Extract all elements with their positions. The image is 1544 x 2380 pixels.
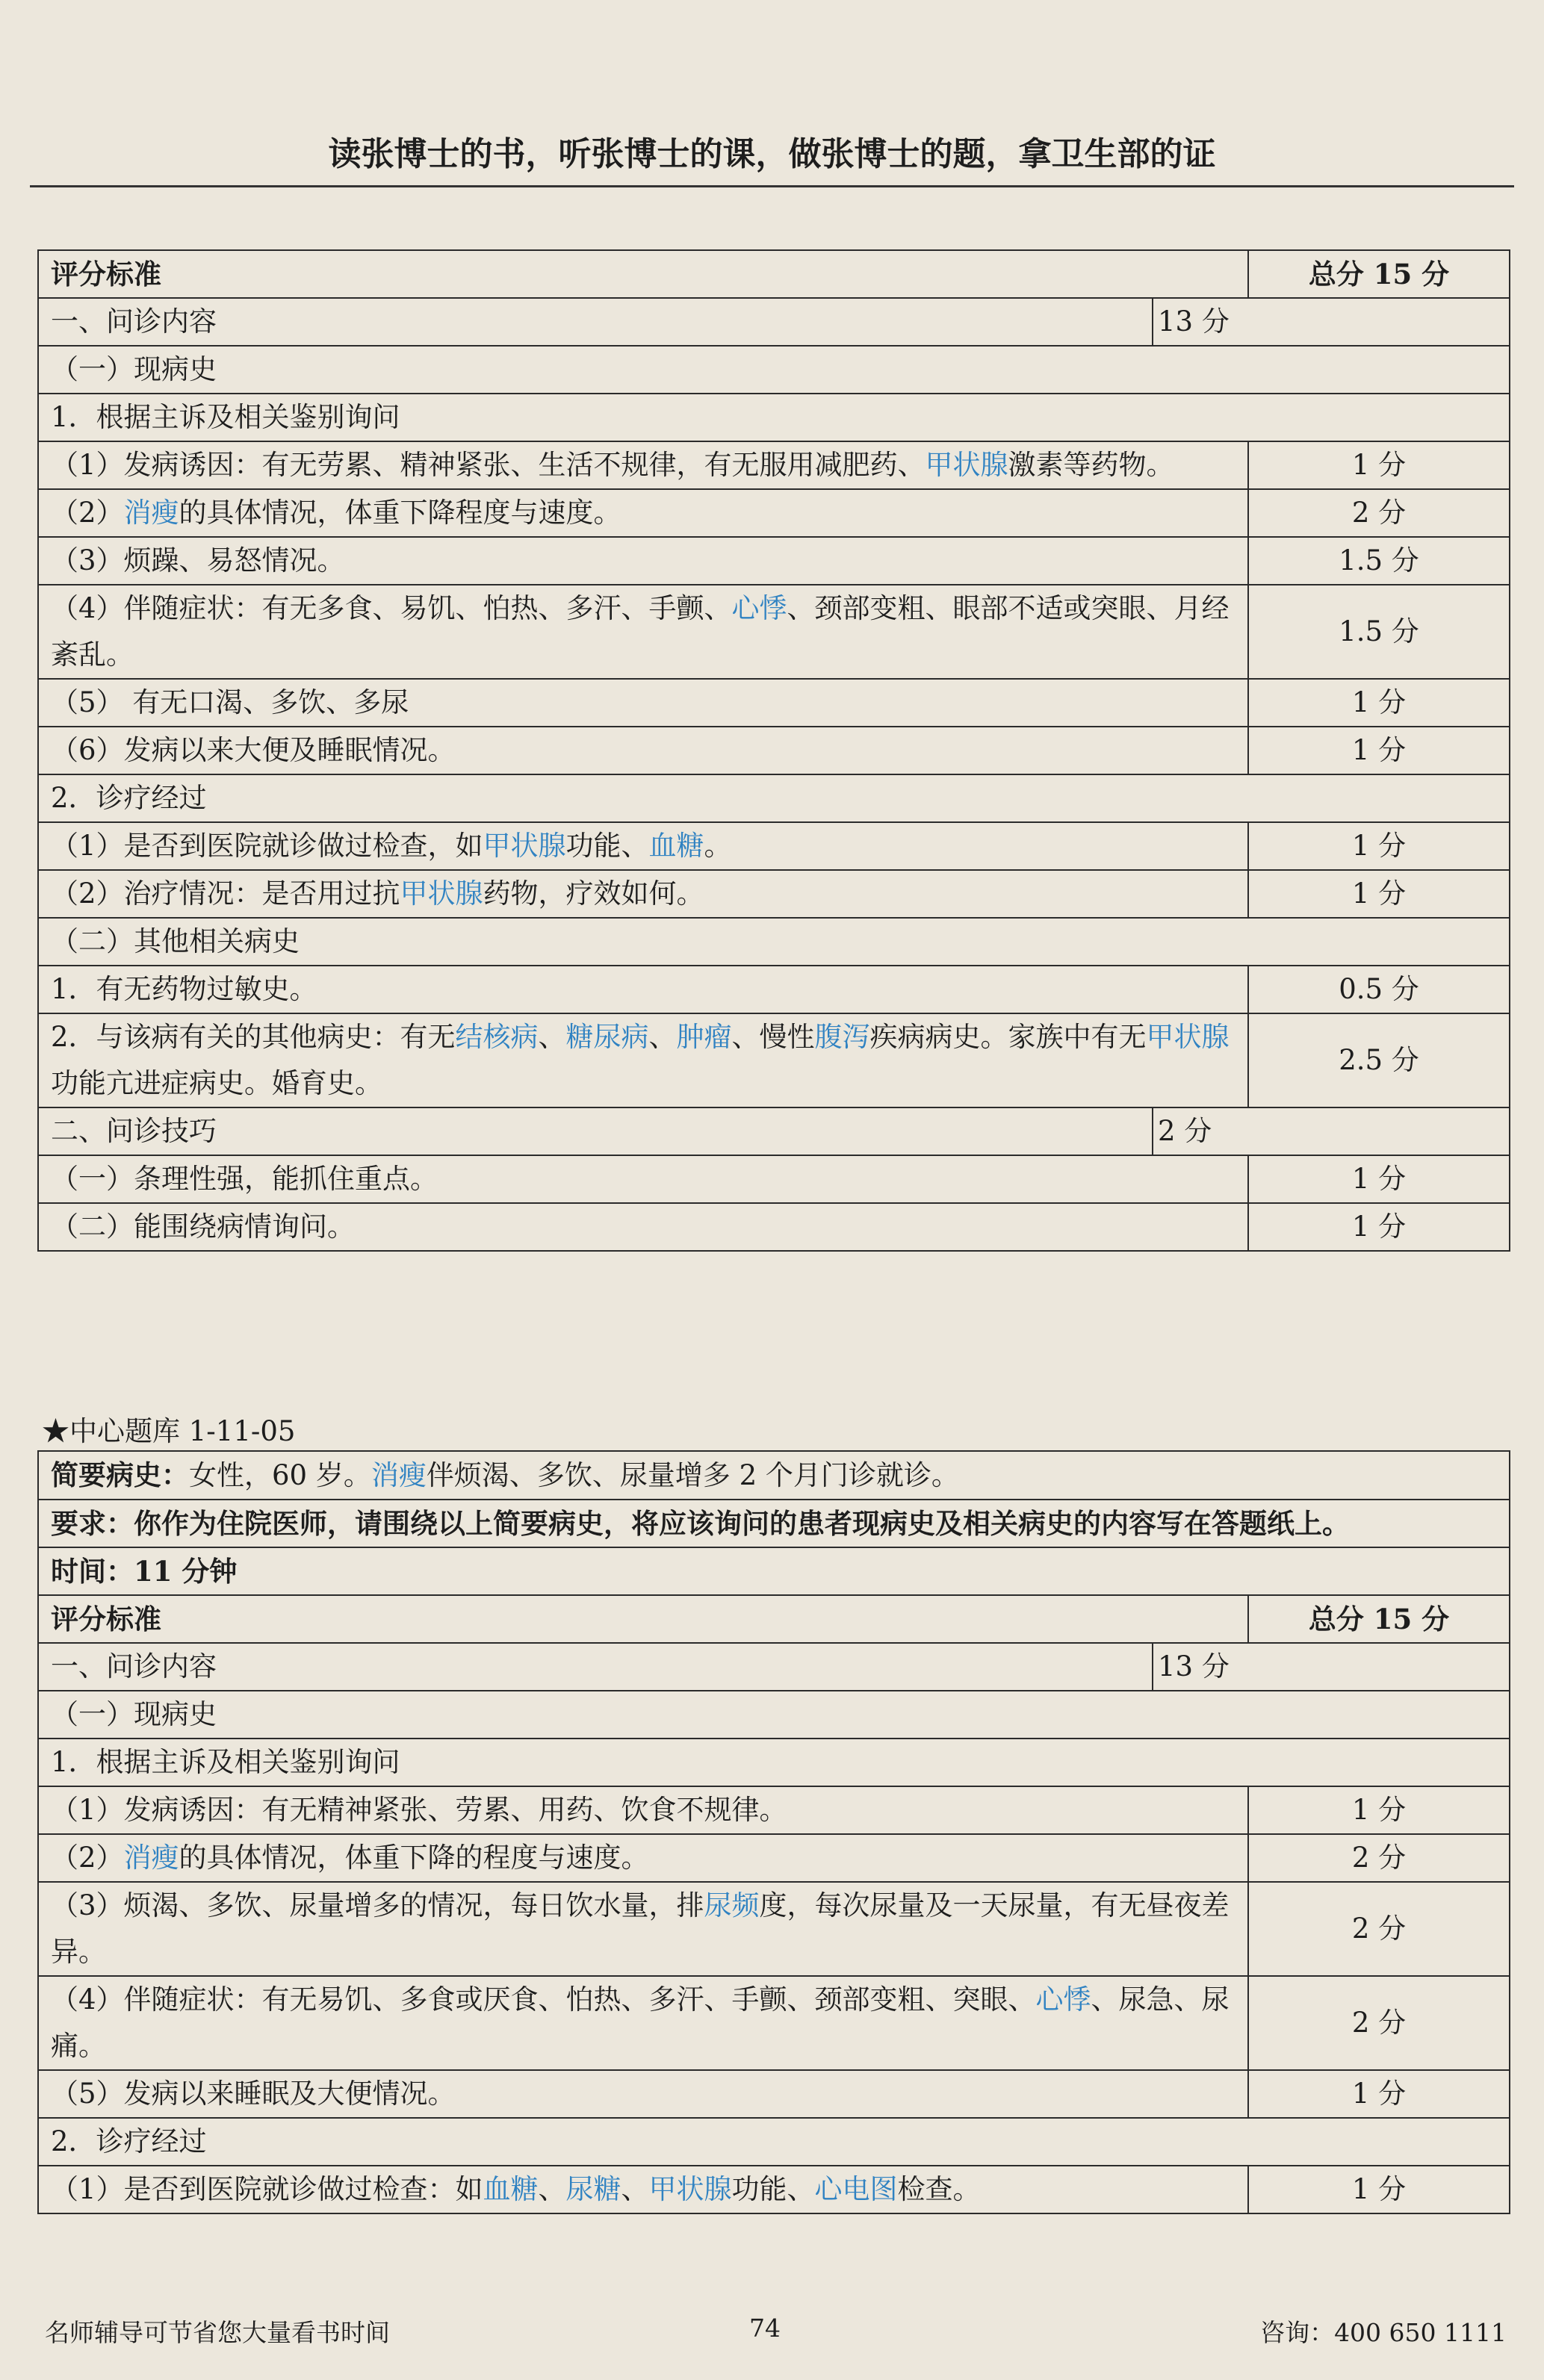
text-span: （4）伴随症状：有无易饥、多食或厌食、怕热、多汗、手颤、颈部变粗、突眼、 bbox=[51, 1983, 1036, 2016]
table-row bbox=[38, 727, 1510, 774]
row-points: 2 分 bbox=[1248, 1976, 1510, 2070]
row-points: 1 分 bbox=[1248, 2070, 1510, 2118]
row-points: 0.5 分 bbox=[1248, 966, 1510, 1013]
highlight-term: 消瘦 bbox=[123, 497, 179, 529]
row-points: 1 分 bbox=[1248, 1155, 1510, 1203]
text-span: 、 bbox=[621, 2173, 649, 2205]
text-span: 度，每次尿量及一天尿量，有无昼夜差异。 bbox=[51, 1889, 1230, 1968]
text-span: （2） bbox=[51, 497, 124, 529]
highlight-term: 甲状腺 bbox=[1146, 1021, 1230, 1053]
row-text: 1．根据主诉及相关鉴别询问 bbox=[38, 394, 1510, 441]
page-header: 读张博士的书，听张博士的课，做张博士的题，拿卫生部的证 bbox=[30, 127, 1514, 187]
table-row bbox=[38, 298, 1510, 346]
text-span: 功能亢进症病史。婚育史。 bbox=[51, 1067, 382, 1099]
table-row bbox=[38, 1155, 1510, 1203]
text-span: 检查。 bbox=[897, 2173, 981, 2205]
text-span: 简要病史： bbox=[51, 1458, 189, 1491]
text-span: 、颈部变粗、眼部不适或突眼、月经紊乱。 bbox=[51, 592, 1230, 671]
text-span: 2．与该病有关的其他病史：有无 bbox=[51, 1021, 456, 1053]
row-subtotal: 2 分 bbox=[1153, 1107, 1510, 1155]
table-row bbox=[38, 679, 1510, 727]
text-span: 、 bbox=[538, 2173, 566, 2205]
text-span: 、 bbox=[648, 1021, 677, 1053]
row-text bbox=[38, 441, 1248, 489]
row-text: （5） 有无口渴、多饮、多尿 bbox=[38, 679, 1248, 727]
row-points: 1 分 bbox=[1248, 2166, 1510, 2213]
row-text: 一、问诊内容 bbox=[38, 298, 1153, 346]
row-points: 1 分 bbox=[1248, 441, 1510, 489]
footer-slogan: 名师辅导可节省您大量看书时间 bbox=[45, 2318, 390, 2347]
question-bank-heading: ★中心题库 1-11-05 bbox=[42, 1415, 296, 1447]
row-text: （1）发病诱因：有无精神紧张、劳累、用药、饮食不规律。 bbox=[38, 1786, 1248, 1834]
highlight-term: 尿频 bbox=[704, 1889, 760, 1921]
row-text: （一）条理性强，能抓住重点。 bbox=[38, 1155, 1248, 1203]
highlight-term: 甲状腺 bbox=[925, 449, 1008, 481]
scoring-table-1 bbox=[37, 249, 1510, 1252]
header-left: 评分标准 bbox=[38, 250, 1248, 298]
table-row bbox=[38, 1203, 1510, 1251]
time-row bbox=[38, 1547, 1510, 1595]
row-text: （5）发病以来睡眠及大便情况。 bbox=[38, 2070, 1248, 2118]
table-row bbox=[38, 966, 1510, 1013]
page-number: 74 bbox=[749, 2314, 781, 2343]
row-points: 1 分 bbox=[1248, 822, 1510, 870]
text-span: 疾病病史。家族中有无 bbox=[869, 1021, 1147, 1053]
row-points: 2 分 bbox=[1248, 1834, 1510, 1882]
highlight-term: 心悸 bbox=[731, 592, 787, 624]
row-text: （二）能围绕病情询问。 bbox=[38, 1203, 1248, 1251]
row-text: （6）发病以来大便及睡眠情况。 bbox=[38, 727, 1248, 774]
row-points: 1 分 bbox=[1248, 1786, 1510, 1834]
text-span: 伴烦渴、多饮、尿量增多 2 个月门诊就诊。 bbox=[426, 1459, 959, 1491]
summary-row bbox=[38, 1451, 1510, 1500]
highlight-term: 甲状腺 bbox=[400, 877, 483, 910]
table-row bbox=[38, 774, 1510, 822]
table-row bbox=[38, 1882, 1510, 1976]
row-points: 1.5 分 bbox=[1248, 585, 1510, 679]
row-text: 一、问诊内容 bbox=[38, 1643, 1153, 1691]
row-text bbox=[38, 822, 1248, 870]
table-row bbox=[38, 1691, 1510, 1739]
row-text bbox=[38, 2166, 1248, 2213]
row-text bbox=[38, 585, 1248, 679]
row-points: 1 分 bbox=[1248, 727, 1510, 774]
table-row bbox=[38, 918, 1510, 966]
text-span: 、慢性 bbox=[731, 1021, 815, 1053]
text-span: （2）治疗情况：是否用过抗 bbox=[51, 877, 400, 910]
table-header-row bbox=[38, 1595, 1510, 1643]
footer-contact: 咨询：400 650 1111 bbox=[1260, 2318, 1507, 2347]
highlight-term: 糖尿病 bbox=[565, 1021, 649, 1053]
row-text: （3）烦躁、易怒情况。 bbox=[38, 537, 1248, 585]
table-row bbox=[38, 1643, 1510, 1691]
header-left: 评分标准 bbox=[38, 1595, 1248, 1643]
row-text bbox=[38, 1976, 1248, 2070]
header-total: 总分 15 分 bbox=[1248, 250, 1510, 298]
highlight-term: 腹泻 bbox=[814, 1021, 870, 1053]
table-row bbox=[38, 2166, 1510, 2213]
highlight-term: 结核病 bbox=[455, 1021, 539, 1053]
table-row bbox=[38, 537, 1510, 585]
text-span: 激素等药物。 bbox=[1008, 449, 1174, 481]
row-points: 1 分 bbox=[1248, 1203, 1510, 1251]
table-row bbox=[38, 1834, 1510, 1882]
table-row bbox=[38, 489, 1510, 537]
row-points: 1.5 分 bbox=[1248, 537, 1510, 585]
row-text bbox=[38, 1834, 1248, 1882]
table-row bbox=[38, 1786, 1510, 1834]
requirement-text: 要求：你作为住院医师，请围绕以上简要病史，将应该询问的患者现病史及相关病史的内容写在答题纸上。 bbox=[38, 1500, 1510, 1547]
text-span: （1）是否到医院就诊做过检查，如 bbox=[51, 830, 483, 862]
row-text bbox=[38, 489, 1248, 537]
highlight-term: 甲状腺 bbox=[648, 2173, 732, 2205]
text-span: 、尿急、尿痛。 bbox=[51, 1983, 1230, 2062]
row-text: 1．根据主诉及相关鉴别询问 bbox=[38, 1739, 1510, 1786]
highlight-term: 心悸 bbox=[1035, 1983, 1091, 2016]
row-points: 2 分 bbox=[1248, 489, 1510, 537]
text-span: 的具体情况，体重下降程度与速度。 bbox=[179, 497, 621, 529]
row-text: 1．有无药物过敏史。 bbox=[38, 966, 1248, 1013]
table-row bbox=[38, 1013, 1510, 1107]
row-text bbox=[38, 870, 1248, 918]
table-header-row bbox=[38, 250, 1510, 298]
highlight-term: 肿瘤 bbox=[676, 1021, 732, 1053]
text-span: 功能、 bbox=[565, 830, 649, 862]
row-text: 二、问诊技巧 bbox=[38, 1107, 1153, 1155]
row-text bbox=[38, 1882, 1248, 1976]
highlight-term: 血糖 bbox=[648, 830, 704, 862]
text-span: 药物，疗效如何。 bbox=[483, 877, 704, 910]
highlight-term: 尿糖 bbox=[565, 2173, 621, 2205]
time-limit: 时间：11 分钟 bbox=[38, 1547, 1510, 1595]
row-text: 2．诊疗经过 bbox=[38, 774, 1510, 822]
table-row bbox=[38, 346, 1510, 394]
text-span: （1）是否到医院就诊做过检查：如 bbox=[51, 2173, 483, 2205]
row-subtotal: 13 分 bbox=[1153, 298, 1510, 346]
highlight-term: 血糖 bbox=[483, 2173, 539, 2205]
header-total: 总分 15 分 bbox=[1248, 1595, 1510, 1643]
text-span: 的具体情况，体重下降的程度与速度。 bbox=[179, 1842, 649, 1874]
table-row bbox=[38, 1739, 1510, 1786]
highlight-term: 消瘦 bbox=[371, 1459, 427, 1491]
text-span: （3）烦渴、多饮、尿量增多的情况，每日饮水量，排 bbox=[51, 1889, 704, 1921]
row-points: 1 分 bbox=[1248, 870, 1510, 918]
brief-history bbox=[38, 1451, 1510, 1500]
table-row bbox=[38, 1976, 1510, 2070]
row-text: （一）现病史 bbox=[38, 1691, 1510, 1739]
row-text bbox=[38, 1013, 1248, 1107]
requirement-row bbox=[38, 1500, 1510, 1547]
text-span: 女性，60 岁。 bbox=[189, 1459, 371, 1491]
text-span: 。 bbox=[704, 830, 732, 862]
highlight-term: 心电图 bbox=[814, 2173, 898, 2205]
row-points: 2 分 bbox=[1248, 1882, 1510, 1976]
table-row bbox=[38, 870, 1510, 918]
table-row bbox=[38, 1107, 1510, 1155]
row-text: （二）其他相关病史 bbox=[38, 918, 1510, 966]
text-span: （1）发病诱因：有无劳累、精神紧张、生活不规律，有无服用减肥药、 bbox=[51, 449, 926, 481]
table-row bbox=[38, 2070, 1510, 2118]
text-span: （2） bbox=[51, 1842, 124, 1874]
row-subtotal: 13 分 bbox=[1153, 1643, 1510, 1691]
table-row bbox=[38, 822, 1510, 870]
scoring-table-2 bbox=[37, 1450, 1510, 2214]
table-row bbox=[38, 2118, 1510, 2166]
table-row bbox=[38, 441, 1510, 489]
table-row bbox=[38, 585, 1510, 679]
highlight-term: 消瘦 bbox=[123, 1842, 179, 1874]
row-text: 2．诊疗经过 bbox=[38, 2118, 1510, 2166]
text-span: 功能、 bbox=[731, 2173, 815, 2205]
row-points: 1 分 bbox=[1248, 679, 1510, 727]
table-row bbox=[38, 394, 1510, 441]
text-span: （4）伴随症状：有无多食、易饥、怕热、多汗、手颤、 bbox=[51, 592, 732, 624]
row-text: （一）现病史 bbox=[38, 346, 1510, 394]
highlight-term: 甲状腺 bbox=[483, 830, 566, 862]
row-points: 2.5 分 bbox=[1248, 1013, 1510, 1107]
text-span: 、 bbox=[538, 1021, 566, 1053]
